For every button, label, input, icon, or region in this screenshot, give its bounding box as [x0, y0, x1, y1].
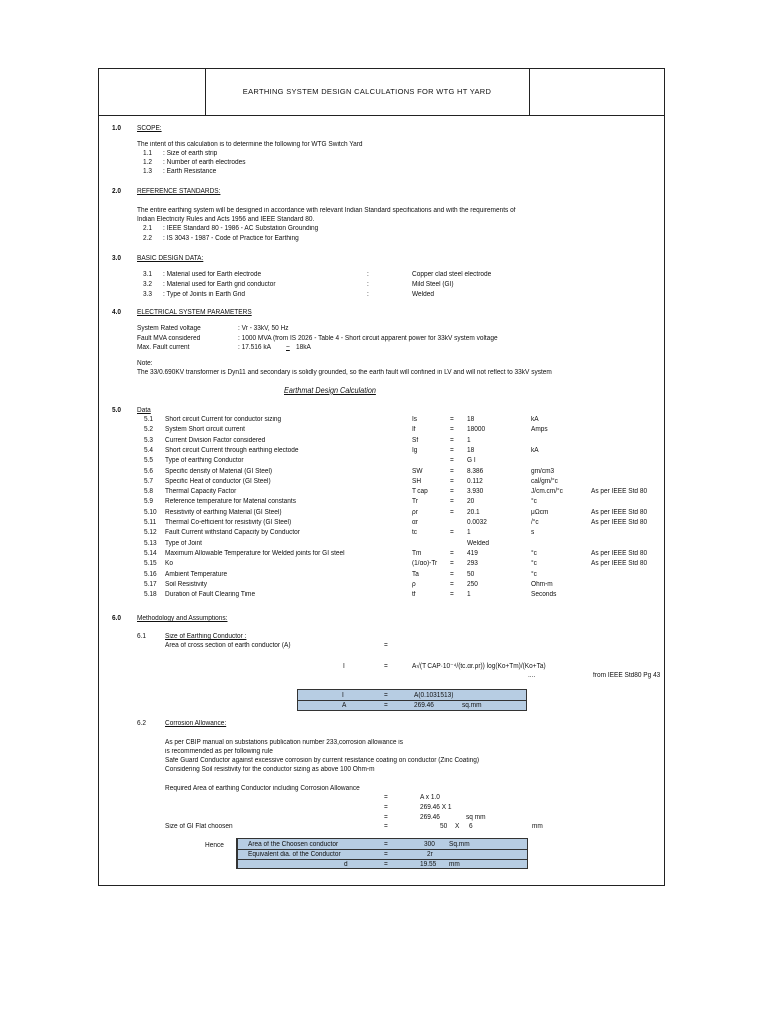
- row-unit: μΩcm: [531, 508, 549, 516]
- section-number: 2.0: [112, 188, 122, 195]
- row-remark: As per IEEE Std 80: [591, 488, 648, 496]
- row-unit: kA: [531, 446, 539, 454]
- row-unit: °c: [531, 549, 537, 557]
- section-number: 6.0: [112, 615, 122, 622]
- row-unit: °c: [531, 570, 537, 578]
- row-remark: As per IEEE Std 80: [591, 560, 648, 568]
- equals: =: [384, 804, 388, 811]
- row-value: 20: [467, 498, 475, 506]
- corrosion-line: As per CBIP manual on substations publication number 233,corrosion allowance is: [165, 739, 403, 746]
- calc-value: 269.46: [420, 814, 440, 821]
- header-right-cell: [529, 69, 666, 115]
- row-unit: gm/cm3: [531, 467, 555, 475]
- colon: :: [367, 291, 369, 298]
- result-value: A(0.1031513): [414, 692, 454, 699]
- colon: :: [367, 271, 369, 278]
- equals: =: [384, 642, 388, 649]
- row-unit: cal/gm/°c: [531, 477, 558, 485]
- subsection-number: 6.1: [137, 633, 147, 640]
- section-title-methodology: Methodology and Assumptions:: [137, 615, 228, 622]
- equals: =: [450, 580, 454, 588]
- flat-unit: mm: [532, 823, 543, 830]
- param-value-rounded: 18kA: [296, 344, 311, 351]
- param-value: : 1000 MVA (from IS 2026 - Table 4 - Short circuit apparent power for 33kV system voltage: [238, 335, 498, 342]
- row-unit: /°c: [531, 519, 539, 526]
- reference-paragraph: Indian Electricity Rules and Acts 1956 and IEEE Standard 80.: [137, 216, 315, 223]
- box-value: 2r: [427, 851, 433, 858]
- colon: :: [367, 281, 369, 288]
- result-box: [297, 689, 527, 711]
- item-number: 1.3: [143, 168, 153, 175]
- header-left-cell: [99, 69, 206, 115]
- design-param: : Type of Joints in Earth Grid: [163, 291, 246, 298]
- design-param: : Material used for Earth grid conductor: [163, 281, 276, 288]
- area-label: Area of cross section of earth conductor (A): [165, 642, 291, 649]
- row-symbol: If: [412, 426, 416, 434]
- item-number: 2.2: [143, 235, 153, 242]
- row-remark: As per IEEE Std 80: [591, 519, 648, 526]
- row-symbol: αr: [412, 519, 418, 526]
- param-key: Max. Fault current: [137, 344, 190, 351]
- result-value: 269.46: [414, 702, 434, 709]
- row-description: Specific density of Material (GI Steel): [165, 467, 273, 475]
- item-number: 3.2: [143, 281, 153, 288]
- box-value: 19.55: [420, 861, 437, 868]
- row-symbol: SH: [412, 477, 422, 485]
- row-unit: J/cm.cm/°c: [531, 488, 563, 496]
- scope-item: : Number of earth electrodes: [163, 159, 246, 166]
- equals: =: [384, 814, 388, 821]
- row-remark: As per IEEE Std 80: [591, 508, 648, 516]
- param-key: Fault MVA considered: [137, 335, 201, 342]
- row-symbol: Tr: [412, 498, 418, 506]
- equals: =: [384, 663, 388, 670]
- row-description: Short circuit Current for conductor sizing: [165, 416, 282, 423]
- section-title-data: Data: [137, 407, 151, 414]
- equals: =: [384, 702, 388, 709]
- param-value: : 17.516 kA: [238, 344, 271, 351]
- row-number: 5.14: [144, 549, 157, 557]
- scope-intro: The intent of this calculation is to determine the following for WTG Switch Yard: [137, 141, 363, 148]
- row-number: 5.16: [144, 570, 157, 578]
- row-description: Resistivity of earthing Material (GI Steel): [165, 508, 282, 516]
- required-area-label: Required Area of earthing Conductor including Corrosion Allowance: [165, 785, 360, 792]
- equals: =: [384, 851, 388, 858]
- row-symbol: Ig: [412, 446, 418, 454]
- row-number: 5.2: [144, 426, 154, 434]
- row-description: Ambient Temperature: [165, 570, 228, 578]
- section-number: 4.0: [112, 309, 122, 316]
- equals: =: [450, 498, 454, 506]
- equals: =: [384, 794, 388, 801]
- chosen-conductor-box: [236, 838, 528, 869]
- row-number: 5.9: [144, 498, 154, 506]
- row-value: 8.386: [467, 467, 484, 475]
- row-number: 5.7: [144, 477, 154, 485]
- document-title: EARTHING SYSTEM DESIGN CALCULATIONS FOR WTG HT YARD: [242, 87, 492, 96]
- earthmat-title: Earthmat Design Calculation: [284, 386, 376, 395]
- flat-width: 50: [440, 823, 448, 830]
- equals: =: [450, 570, 454, 578]
- row-description: Short circuit Current through earthing electode: [165, 446, 299, 454]
- row-value: 20.1: [467, 508, 480, 516]
- row-description: Ko: [165, 560, 173, 568]
- row-value: 419: [467, 549, 478, 557]
- subsection-title-conductor: Size of Earthing Conductor :: [165, 633, 247, 640]
- row-number: 5.13: [144, 539, 157, 547]
- divider: [237, 859, 527, 860]
- row-symbol: (1/αo)-Tr: [412, 560, 438, 568]
- reference-paragraph: The entire earthing system will be designed in accordance with relevant Indian Standard specifications and with the requirements of: [137, 207, 516, 214]
- row-number: 5.5: [144, 457, 154, 465]
- row-symbol: ρ: [412, 580, 416, 588]
- row-unit: kA: [531, 416, 539, 423]
- item-number: 3.1: [143, 271, 153, 278]
- equals: =: [450, 446, 454, 454]
- param-value: : Vr - 33kV, 50 Hz: [238, 325, 289, 332]
- row-value: 1: [467, 529, 471, 537]
- row-unit: Amps: [531, 426, 548, 434]
- section-number: 1.0: [112, 125, 122, 132]
- section-number: 3.0: [112, 255, 122, 262]
- row-value: 0.112: [467, 477, 483, 485]
- equals: =: [384, 841, 388, 848]
- row-symbol: T cap: [412, 488, 428, 496]
- row-symbol: tc: [412, 529, 418, 537]
- box-label: d: [344, 861, 348, 868]
- design-value: Welded: [412, 291, 434, 298]
- equals: =: [384, 861, 388, 868]
- equals: =: [450, 508, 454, 516]
- row-value: 293: [467, 560, 478, 568]
- section-title-reference: REFERENCE STANDARDS:: [137, 188, 221, 195]
- row-value: 18: [467, 416, 475, 423]
- approx-symbol: ~: [286, 344, 290, 351]
- dots: ....: [528, 672, 536, 679]
- row-description: Type of earthing Conductor: [165, 457, 244, 465]
- row-description: Maximum Allowable Temperature for Welded joints for GI steel: [165, 549, 345, 557]
- calc-value: 269.46 X 1: [420, 804, 452, 811]
- row-number: 5.3: [144, 436, 154, 444]
- equals: =: [450, 436, 454, 444]
- corrosion-line: Considering Soil resistivity for the conductor sizing as above 100 Ohm-m: [165, 766, 375, 773]
- item-number: 1.1: [143, 150, 153, 157]
- item-number: 2.1: [143, 225, 153, 232]
- row-number: 5.1: [144, 416, 154, 423]
- row-symbol: SW: [412, 467, 423, 475]
- row-number: 5.12: [144, 529, 157, 537]
- row-number: 5.11: [144, 519, 157, 526]
- row-remark: As per IEEE Std 80: [591, 549, 648, 557]
- row-value: 18: [467, 446, 475, 454]
- row-description: Soil Resistivity: [165, 580, 207, 588]
- scope-item: : Earth Resistance: [163, 168, 217, 175]
- equals: =: [450, 426, 454, 434]
- box-unit: mm: [449, 861, 460, 868]
- row-value: 0.0032: [467, 519, 487, 526]
- reference-item: : IEEE Standard 80 - 1986 - AC Substation Grounding: [163, 225, 319, 232]
- row-symbol: tf: [412, 591, 416, 599]
- row-value: 1: [467, 591, 471, 599]
- section-title-basic-design: BASIC DESIGN DATA:: [137, 255, 204, 262]
- row-unit: Ohm-m: [531, 580, 553, 588]
- hence-label: Hence: [205, 842, 224, 849]
- row-number: 5.4: [144, 446, 154, 454]
- divider: [298, 700, 526, 701]
- scope-item: : Size of earth strip: [163, 150, 218, 157]
- calc-value: A x 1.0: [420, 794, 440, 801]
- result-symbol: A: [342, 702, 347, 709]
- row-description: Reference temperature for Material constants: [165, 498, 296, 506]
- row-description: Duration of Fault Clearing Time: [165, 591, 256, 599]
- reference-item: : IS 3043 - 1987 - Code of Practice for Earthing: [163, 235, 299, 242]
- box-unit: Sq.mm: [449, 841, 470, 848]
- equals: =: [450, 549, 454, 557]
- section-number: 5.0: [112, 407, 122, 414]
- row-number: 5.8: [144, 488, 154, 496]
- equals: =: [384, 692, 388, 699]
- formula-symbol: I: [343, 663, 345, 670]
- section-title-scope: SCOPE:: [137, 125, 162, 132]
- row-unit: Seconds: [531, 591, 557, 599]
- subsection-number: 6.2: [137, 720, 147, 727]
- row-value: 50: [467, 570, 475, 578]
- row-description: Thermal Capacity Factor: [165, 488, 237, 496]
- row-symbol: Tm: [412, 549, 422, 557]
- formula: A√(T CAP·10⁻⁴/(tc.αr.ρr)) log(Ko+Tm)/(Ko+Ta): [412, 663, 546, 670]
- row-number: 5.17: [144, 580, 157, 588]
- row-number: 5.18: [144, 591, 157, 599]
- box-label: Equivalent dia. of the Conductor: [248, 851, 341, 858]
- reference-note: from IEEE Std80 Pg 43: [593, 672, 661, 679]
- row-number: 5.6: [144, 467, 154, 475]
- row-number: 5.15: [144, 560, 157, 568]
- design-value: Copper clad steel electrode: [412, 271, 492, 278]
- row-description: Thermal Co-efficient for resistivity (GI Steel): [165, 519, 292, 526]
- corrosion-line: is recommended as per following rule: [165, 748, 273, 755]
- equals: =: [450, 529, 454, 537]
- note-label: Note:: [137, 360, 153, 367]
- flat-size-label: Size of GI Flat choosen: [165, 823, 233, 830]
- note-text: The 33/0.690KV transformer is Dyn11 and secondary is solidly grounded, so the earth fault will confined in LV and will not reflect to 33kV system: [137, 369, 552, 376]
- row-description: Type of Joint: [165, 539, 202, 547]
- equals: =: [384, 823, 388, 830]
- row-symbol: ρr: [412, 508, 418, 516]
- row-value: 250: [467, 580, 478, 588]
- equals: =: [450, 591, 454, 599]
- equals: =: [450, 477, 454, 485]
- corrosion-line: Safe Guard Conductor against excessive corrosion by current resistance coating on conductor (Zinc Coating): [165, 757, 480, 764]
- design-value: Mild Steel (GI): [412, 281, 454, 288]
- row-number: 5.10: [144, 508, 157, 516]
- equals: =: [450, 560, 454, 568]
- document-header: [98, 68, 665, 116]
- equals: =: [450, 467, 454, 475]
- row-value: 1: [467, 436, 471, 444]
- divider: [237, 839, 238, 868]
- row-description: Fault Current withstand Capacity by Conductor: [165, 529, 300, 537]
- flat-thickness: 6: [469, 823, 473, 830]
- row-unit: °c: [531, 498, 537, 506]
- row-symbol: Ta: [412, 570, 419, 578]
- item-number: 1.2: [143, 159, 153, 166]
- row-value: G I: [467, 457, 476, 465]
- subsection-title-corrosion: Corrosion Allowance:: [165, 720, 227, 727]
- result-symbol: I: [342, 692, 344, 699]
- row-symbol: Sf: [412, 436, 419, 444]
- box-label: Area of the Choosen conductor: [248, 841, 339, 848]
- row-description: System Short circuit current: [165, 426, 245, 434]
- item-number: 3.3: [143, 291, 153, 298]
- row-value: 3.930: [467, 488, 484, 496]
- row-description: Specific Heat of conductor (GI Steel): [165, 477, 271, 485]
- flat-times: X: [455, 823, 460, 830]
- equals: =: [450, 416, 454, 423]
- design-param: : Material used for Earth electrode: [163, 271, 262, 278]
- box-value: 300: [424, 841, 435, 848]
- section-title-electrical: ELECTRICAL SYSTEM PARAMETERS: [137, 309, 252, 316]
- calc-unit: sq mm: [466, 814, 486, 821]
- row-value: Welded: [467, 539, 489, 547]
- equals: =: [450, 488, 454, 496]
- row-unit: s: [531, 529, 535, 537]
- param-key: System Rated voltage: [137, 325, 201, 332]
- row-description: Current Division Factor considered: [165, 436, 266, 444]
- row-unit: °c: [531, 560, 537, 568]
- equals: =: [450, 457, 454, 465]
- row-value: 18000: [467, 426, 486, 434]
- result-unit: sq.mm: [462, 702, 482, 709]
- row-symbol: Is: [412, 416, 418, 423]
